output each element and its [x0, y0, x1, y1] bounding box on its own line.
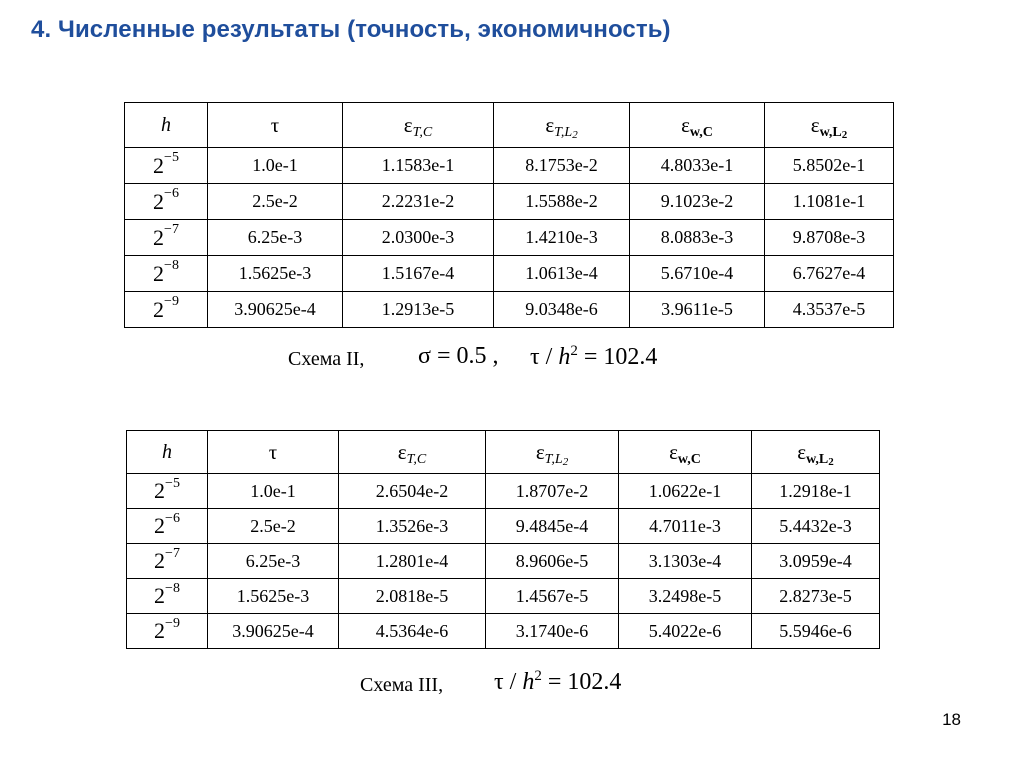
table-row: [125, 184, 894, 220]
h-cell: $2^{-6}$: [125, 184, 208, 220]
header-h: h: [125, 103, 208, 148]
tau-cell: 1.0e-1: [208, 474, 339, 509]
tau-cell: 2.5e-2: [208, 509, 339, 544]
eps-T-L2-cell: 1.4210e-3: [494, 220, 630, 256]
eps-T-L2-cell: 1.5588e-2: [494, 184, 630, 220]
eps-w-C-cell: 3.1303e-4: [619, 544, 752, 579]
eps-w-C-cell: 9.1023e-2: [630, 184, 765, 220]
header-eps-w-L2: $\varepsilon_{w,L2}$: [752, 431, 880, 474]
eps-w-L2-cell: 1.2918e-1: [752, 474, 880, 509]
header-eps-T-C: $\varepsilon_{T,C}$: [343, 103, 494, 148]
eps-T-L2-cell: 1.0613e-4: [494, 256, 630, 292]
table-row: [127, 579, 880, 614]
eps-T-L2-cell: 1.4567e-5: [486, 579, 619, 614]
header-h: h: [127, 431, 208, 474]
table-row: [125, 148, 894, 184]
tau-cell: 1.5625e-3: [208, 256, 343, 292]
header-eps-T-C: $\varepsilon_{T,C}$: [339, 431, 486, 474]
eps-w-L2-cell: 1.1081e-1: [765, 184, 894, 220]
header-tau: τ: [208, 431, 339, 474]
eps-w-C-cell: 4.7011e-3: [619, 509, 752, 544]
h-cell: $2^{-7}$: [127, 544, 208, 579]
eps-w-C-cell: 5.6710e-4: [630, 256, 765, 292]
eps-w-L2-cell: 5.4432e-3: [752, 509, 880, 544]
eps-T-C-cell: 2.0818e-5: [339, 579, 486, 614]
eps-w-C-cell: 8.0883e-3: [630, 220, 765, 256]
eps-T-C-cell: 2.6504e-2: [339, 474, 486, 509]
tau-cell: 2.5e-2: [208, 184, 343, 220]
results-table-scheme-iii: [126, 430, 880, 649]
h-cell: $2^{-9}$: [127, 614, 208, 649]
table-row: [127, 474, 880, 509]
eps-T-L2-cell: 9.4845e-4: [486, 509, 619, 544]
h-cell: $2^{-9}$: [125, 292, 208, 328]
header-eps-T-L2: $\varepsilon_{T,L2}$: [494, 103, 630, 148]
eps-w-L2-cell: 3.0959e-4: [752, 544, 880, 579]
eps-T-L2-cell: 8.9606e-5: [486, 544, 619, 579]
results-table-scheme-ii: [124, 102, 894, 328]
scheme-ii-caption: Схема II,: [288, 348, 365, 370]
tau-cell: 3.90625e-4: [208, 614, 339, 649]
eps-w-C-cell: 5.4022e-6: [619, 614, 752, 649]
table-row: [127, 544, 880, 579]
table-row: [125, 220, 894, 256]
table-row: [127, 509, 880, 544]
eps-T-L2-cell: 1.8707e-2: [486, 474, 619, 509]
table-row: [125, 292, 894, 328]
eps-T-C-cell: 2.0300e-3: [343, 220, 494, 256]
eps-T-C-cell: 4.5364e-6: [339, 614, 486, 649]
h-cell: $2^{-5}$: [127, 474, 208, 509]
tau-h2-formula-ii: $\tau / h^2 = 102.4$: [530, 343, 658, 370]
eps-T-C-cell: 1.5167e-4: [343, 256, 494, 292]
page-number: 18: [942, 710, 961, 729]
header-tau: τ: [208, 103, 343, 148]
eps-T-L2-cell: 9.0348e-6: [494, 292, 630, 328]
eps-w-L2-cell: 5.8502e-1: [765, 148, 894, 184]
header-eps-w-L2: $\varepsilon_{w,L2}$: [765, 103, 894, 148]
tau-cell: 1.5625e-3: [208, 579, 339, 614]
header-eps-w-C: $\varepsilon_{w,C}$: [619, 431, 752, 474]
h-cell: $2^{-8}$: [127, 579, 208, 614]
tau-h2-formula-iii: $\tau / h^2 = 102.4$: [494, 668, 622, 695]
eps-w-L2-cell: 4.3537e-5: [765, 292, 894, 328]
eps-w-L2-cell: 9.8708e-3: [765, 220, 894, 256]
eps-w-C-cell: 3.9611e-5: [630, 292, 765, 328]
header-eps-w-C: $\varepsilon_{w,C}$: [630, 103, 765, 148]
h-cell: $2^{-8}$: [125, 256, 208, 292]
eps-T-L2-cell: 3.1740e-6: [486, 614, 619, 649]
eps-T-C-cell: 1.1583e-1: [343, 148, 494, 184]
eps-T-C-cell: 1.3526e-3: [339, 509, 486, 544]
tau-cell: 6.25e-3: [208, 544, 339, 579]
eps-T-L2-cell: 8.1753e-2: [494, 148, 630, 184]
table-row: [127, 614, 880, 649]
eps-T-C-cell: 1.2913e-5: [343, 292, 494, 328]
tau-cell: 3.90625e-4: [208, 292, 343, 328]
h-cell: $2^{-6}$: [127, 509, 208, 544]
eps-w-L2-cell: 2.8273e-5: [752, 579, 880, 614]
eps-w-C-cell: 4.8033e-1: [630, 148, 765, 184]
eps-w-L2-cell: 5.5946e-6: [752, 614, 880, 649]
scheme-iii-caption: Схема III,: [360, 674, 444, 696]
table-header-row: [127, 431, 880, 474]
tau-cell: 1.0e-1: [208, 148, 343, 184]
h-cell: $2^{-7}$: [125, 220, 208, 256]
header-eps-T-L2: $\varepsilon_{T,L2}$: [486, 431, 619, 474]
eps-w-L2-cell: 6.7627e-4: [765, 256, 894, 292]
eps-w-C-cell: 1.0622e-1: [619, 474, 752, 509]
table-row: [125, 256, 894, 292]
eps-T-C-cell: 1.2801e-4: [339, 544, 486, 579]
tau-cell: 6.25e-3: [208, 220, 343, 256]
sigma-formula: σ = 0.5 ,: [418, 343, 499, 369]
eps-T-C-cell: 2.2231e-2: [343, 184, 494, 220]
h-cell: $2^{-5}$: [125, 148, 208, 184]
table-header-row: [125, 103, 894, 148]
slide-title: 4. Численные результаты (точность, экономичность): [31, 16, 671, 43]
eps-w-C-cell: 3.2498e-5: [619, 579, 752, 614]
